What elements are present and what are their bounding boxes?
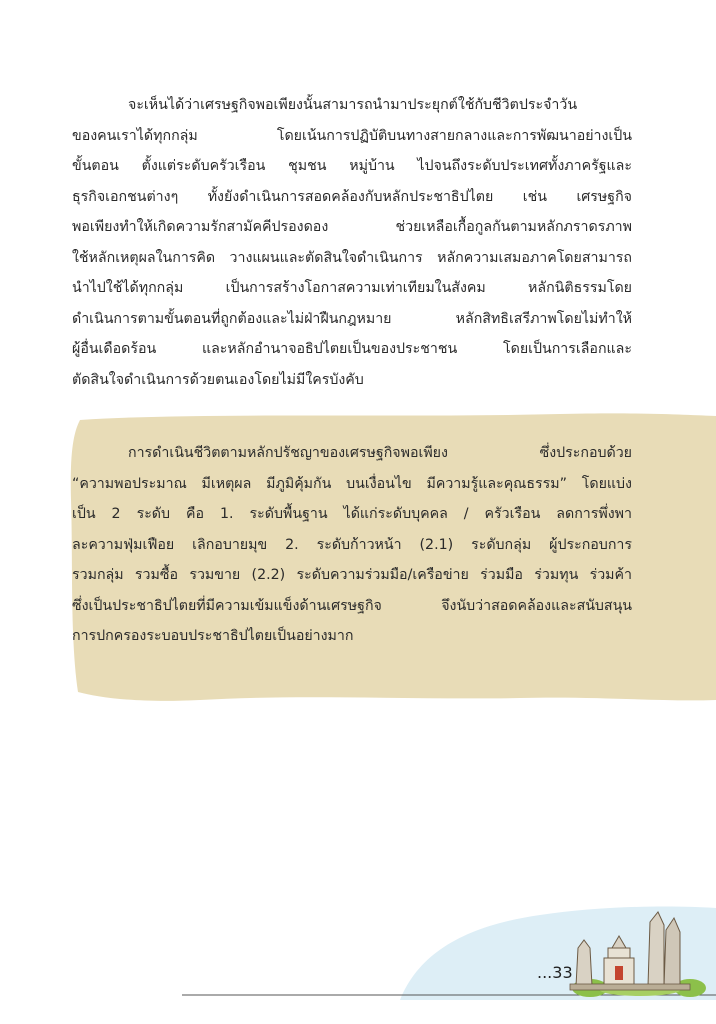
text-line: รวมกลุ่ม รวมซื้อ รวมขาย (2.2) ระดับความร่วมมือ/เครือข่าย ร่วมมือ ร่วมทุน ร่วมค้า — [72, 567, 632, 583]
text-line: ตัดสินใจดำเนินการด้วยตนเองโดยไม่มีใครบังคับ — [72, 371, 364, 388]
text-line: ดำเนินการตามขั้นตอนที่ถูกต้องและไม่ฝ่าฝืนกฎหมาย หลักสิทธิเสรีภาพโดยไม่ทำให้ — [72, 310, 632, 327]
text-line: การปกครองระบอบประชาธิปไตยเป็นอย่างมาก — [72, 628, 354, 644]
text-line: ละความฟุ่มเฟือย เลิกอบายมุข 2. ระดับก้าวหน้า (2.1) ระดับกลุ่ม ผู้ประกอบการ — [72, 536, 632, 553]
text-line: ธุรกิจเอกชนต่างๆ ทั้งยังดำเนินการสอดคล้องกับหลักประชาธิปไตย เช่น เศรษฐกิจ — [72, 188, 632, 205]
text-line: “ความพอประมาณ มีเหตุผล มีภูมิคุ้มกัน บนเงื่อนไข มีความรู้และคุณธรรม” โดยแบ่ง — [72, 475, 632, 492]
page-number: ...33 — [537, 963, 573, 982]
text-line: ผู้อื่นเดือดร้อน และหลักอำนาจอธิปไตยเป็นของประชาชน โดยเป็นการเลือกและ — [72, 341, 632, 357]
text-line: ซึ่งเป็นประชาธิปไตยที่มีความเข้มแข็งด้านเศรษฐกิจ จึงนับว่าสอดคล้องและสนับสนุน — [72, 597, 632, 614]
text-line: การดำเนินชีวิตตามหลักปรัชญาของเศรษฐกิจพอเพียง ซึ่งประกอบด้วย — [128, 445, 632, 461]
text-line: นำไปใช้ได้ทุกกลุ่ม เป็นการสร้างโอกาสความเท่าเทียมในสังคม หลักนิติธรรมโดย — [72, 280, 632, 296]
text-line: จะเห็นได้ว่าเศรษฐกิจพอเพียงนั้นสามารถนำมาประยุกต์ใช้กับชีวิตประจำวัน — [128, 97, 578, 113]
text-line: ใช้หลักเหตุผลในการคิด วางแผนและตัดสินใจดำเนินการ หลักความเสมอภาคโดยสามารถ — [72, 249, 632, 266]
text-line: เป็น 2 ระดับ คือ 1. ระดับพื้นฐาน ได้แก่ระดับบุคคล / ครัวเรือน ลดการพึ่งพา — [72, 506, 632, 522]
text-line: ขั้นตอน ตั้งแต่ระดับครัวเรือน ชุมชน หมู่บ้าน ไปจนถึงระดับประเทศทั้งภาครัฐและ — [72, 158, 632, 174]
text-line: พอเพียงทำให้เกิดความรักสามัคคีปรองดอง ช่วยเหลือเกื้อกูลกันตามหลักภราดรภาพ — [72, 219, 632, 235]
text-line: ของคนเราได้ทุกกลุ่ม โดยเน้นการปฏิบัติบนทางสายกลางและการพัฒนาอย่างเป็น — [72, 127, 632, 144]
